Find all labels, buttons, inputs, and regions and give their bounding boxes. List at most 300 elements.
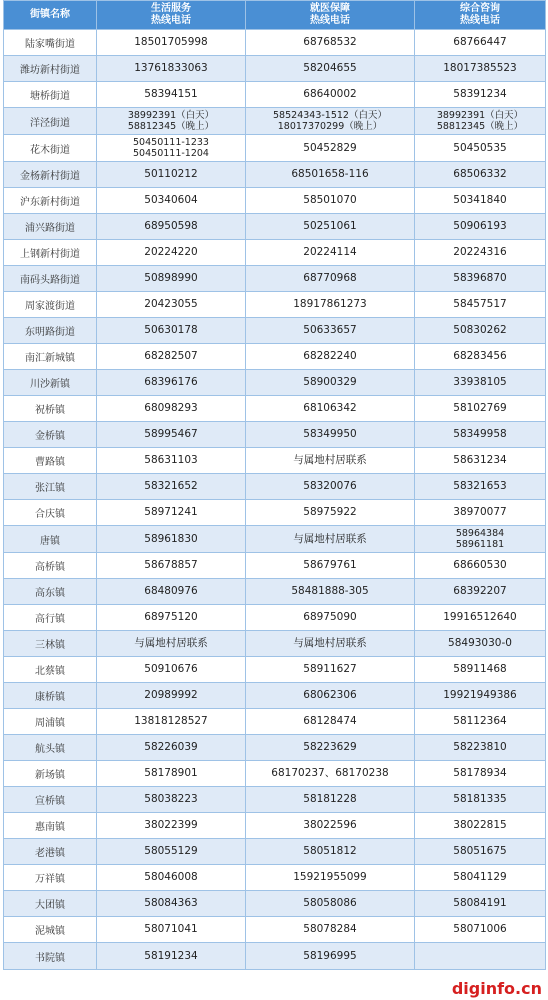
- table-row: [4, 474, 546, 500]
- phone-number: 50450111-1233: [133, 137, 209, 148]
- phone-number: 58961830: [144, 532, 198, 545]
- phone-number: 58349950: [303, 428, 357, 440]
- phone-number: 20224220: [144, 246, 198, 258]
- phone-number: 58900329: [303, 376, 357, 388]
- life-hotline-cell: [97, 813, 246, 839]
- phone-number: 50452829: [303, 141, 357, 154]
- table-row: [4, 735, 546, 761]
- phone-number: 18017385523: [443, 62, 517, 74]
- street-name-cell: 大团镇: [4, 891, 97, 917]
- medical-hotline-cell: [246, 292, 415, 318]
- phone-number: 58524343-1512（白天）: [273, 110, 387, 121]
- street-name-cell: 高东镇: [4, 579, 97, 605]
- phone-number: 20989992: [144, 689, 198, 701]
- phone-number: 50450111-1204: [133, 148, 209, 159]
- phone-number: 50341840: [453, 194, 507, 206]
- medical-hotline-cell: [246, 553, 415, 579]
- consult-hotline-cell: [415, 605, 546, 631]
- phone-number: 50110212: [144, 168, 198, 180]
- street-name-cell: 祝桥镇: [4, 396, 97, 422]
- medical-hotline-cell: [246, 709, 415, 735]
- phone-number: 58391234: [453, 88, 507, 100]
- table-row: [4, 370, 546, 396]
- phone-number: 58078284: [303, 923, 357, 935]
- life-hotline-cell: [97, 683, 246, 709]
- table-row: [4, 943, 546, 970]
- consult-hotline-cell: [415, 813, 546, 839]
- life-hotline-cell: [97, 135, 246, 162]
- phone-number: 68975090: [303, 611, 357, 623]
- header-street-name: [4, 1, 97, 30]
- consult-hotline-cell: [415, 735, 546, 761]
- consult-hotline-cell: [415, 266, 546, 292]
- consult-hotline-cell: [415, 553, 546, 579]
- table-row: [4, 839, 546, 865]
- phone-number: 50340604: [144, 194, 198, 206]
- life-hotline-cell: [97, 30, 246, 56]
- phone-number: 68062306: [303, 689, 357, 701]
- phone-number: 58084191: [453, 897, 507, 909]
- street-name-cell: 高行镇: [4, 605, 97, 631]
- phone-number: 38022596: [303, 819, 357, 831]
- table-row: [4, 813, 546, 839]
- life-hotline-cell: [97, 108, 246, 135]
- consult-hotline-cell: [415, 448, 546, 474]
- life-hotline-cell: [97, 56, 246, 82]
- table-row: [4, 787, 546, 813]
- phone-number: 58493030-0: [448, 637, 512, 649]
- phone-number: 58204655: [303, 62, 357, 74]
- phone-number: 38022815: [453, 819, 507, 831]
- table-row: [4, 56, 546, 82]
- consult-hotline-cell: [415, 787, 546, 813]
- phone-number: 50898990: [144, 272, 198, 284]
- phone-number: 68950598: [144, 220, 198, 232]
- phone-number: 68480976: [144, 585, 198, 597]
- life-hotline-cell: [97, 214, 246, 240]
- life-hotline-cell: [97, 787, 246, 813]
- phone-number: 19916512640: [443, 611, 517, 623]
- phone-number: 58041129: [453, 871, 507, 883]
- phone-number: 58396870: [453, 272, 507, 284]
- consult-hotline-cell: [415, 135, 546, 162]
- phone-number: 58223629: [303, 741, 357, 753]
- phone-number: 58501070: [303, 194, 357, 206]
- table-row: [4, 917, 546, 943]
- medical-hotline-cell: [246, 605, 415, 631]
- consult-hotline-cell: [415, 917, 546, 943]
- header-consult-line1: 综合咨询: [460, 3, 500, 14]
- phone-number: 58457517: [453, 298, 507, 310]
- street-name-cell: 川沙新镇: [4, 370, 97, 396]
- phone-number: 58975922: [303, 506, 357, 518]
- phone-number: 58223810: [453, 741, 507, 753]
- phone-number: 20224114: [303, 246, 357, 258]
- street-name-cell: 周家渡街道: [4, 292, 97, 318]
- header-consult-line2: 热线电话: [460, 15, 500, 26]
- medical-hotline-cell: [246, 579, 415, 605]
- phone-number: 50830262: [453, 324, 507, 336]
- consult-hotline-cell: [415, 108, 546, 135]
- table-row: [4, 631, 546, 657]
- consult-hotline-cell: [415, 318, 546, 344]
- life-hotline-cell: [97, 188, 246, 214]
- medical-hotline-cell: [246, 657, 415, 683]
- phone-number: 58678857: [144, 559, 198, 571]
- medical-hotline-cell: [246, 266, 415, 292]
- phone-number: 58995467: [144, 428, 198, 440]
- life-hotline-cell: [97, 943, 246, 970]
- phone-number: 与属地村居联系: [293, 637, 367, 649]
- phone-number: 68766447: [453, 36, 507, 48]
- life-hotline-cell: [97, 917, 246, 943]
- phone-number: 58911468: [453, 663, 507, 675]
- medical-hotline-cell: [246, 108, 415, 135]
- street-name-cell: 北蔡镇: [4, 657, 97, 683]
- phone-number: 与属地村居联系: [293, 532, 367, 545]
- phone-number: 58071041: [144, 923, 198, 935]
- phone-number: 68392207: [453, 585, 507, 597]
- phone-number: 68660530: [453, 559, 507, 571]
- phone-number: 58102769: [453, 402, 507, 414]
- phone-number: 58051675: [453, 845, 507, 857]
- phone-number: 58812345（晚上）: [436, 121, 524, 132]
- street-name-cell: 惠南镇: [4, 813, 97, 839]
- phone-number: 50450535: [453, 141, 507, 154]
- medical-hotline-cell: [246, 396, 415, 422]
- life-hotline-cell: [97, 605, 246, 631]
- phone-number: 68282507: [144, 350, 198, 362]
- consult-hotline-cell: [415, 891, 546, 917]
- phone-number: 68506332: [453, 168, 507, 180]
- street-name-cell: 张江镇: [4, 474, 97, 500]
- table-row: [4, 162, 546, 188]
- life-hotline-cell: [97, 761, 246, 787]
- table-row: [4, 448, 546, 474]
- consult-hotline-cell: [415, 943, 546, 970]
- table-row: [4, 422, 546, 448]
- phone-number: 38970077: [453, 506, 507, 518]
- life-hotline-cell: [97, 553, 246, 579]
- medical-hotline-cell: [246, 82, 415, 108]
- street-name-cell: 周浦镇: [4, 709, 97, 735]
- phone-number: 58961181: [455, 539, 505, 550]
- phone-number: 20224316: [453, 246, 507, 258]
- table-row: [4, 891, 546, 917]
- phone-number: 18917861273: [293, 298, 367, 310]
- medical-hotline-cell: [246, 318, 415, 344]
- consult-hotline-cell: [415, 344, 546, 370]
- life-hotline-cell: [97, 839, 246, 865]
- consult-hotline-cell: [415, 162, 546, 188]
- phone-number: 38992391（白天）: [436, 110, 524, 121]
- phone-number: 58178934: [453, 767, 507, 779]
- street-name-cell: 陆家嘴街道: [4, 30, 97, 56]
- phone-number: 58911627: [303, 663, 357, 675]
- consult-hotline-cell: [415, 865, 546, 891]
- table-row: [4, 396, 546, 422]
- phone-number: 58320076: [303, 480, 357, 492]
- medical-hotline-cell: [246, 370, 415, 396]
- table-row: [4, 318, 546, 344]
- table-row: [4, 579, 546, 605]
- table-row: [4, 683, 546, 709]
- phone-number: 58631234: [453, 454, 507, 466]
- header-street-name-text: 街镇名称: [30, 9, 70, 20]
- phone-number: 58046008: [144, 871, 198, 883]
- phone-number: 58679761: [303, 559, 357, 571]
- phone-number: 33938105: [453, 376, 507, 388]
- medical-hotline-cell: [246, 683, 415, 709]
- street-name-cell: 航头镇: [4, 735, 97, 761]
- phone-number: 58055129: [144, 845, 198, 857]
- medical-hotline-cell: [246, 56, 415, 82]
- consult-hotline-cell: [415, 188, 546, 214]
- phone-number: 58321653: [453, 480, 507, 492]
- life-hotline-cell: [97, 318, 246, 344]
- street-name-cell: 万祥镇: [4, 865, 97, 891]
- phone-number: 50633657: [303, 324, 357, 336]
- street-name-cell: 塘桥街道: [4, 82, 97, 108]
- table-row: [4, 344, 546, 370]
- medical-hotline-cell: [246, 787, 415, 813]
- phone-number: 58971241: [144, 506, 198, 518]
- medical-hotline-cell: [246, 30, 415, 56]
- street-name-cell: 新场镇: [4, 761, 97, 787]
- street-name-cell: 三林镇: [4, 631, 97, 657]
- consult-hotline-cell: [415, 30, 546, 56]
- life-hotline-cell: [97, 709, 246, 735]
- life-hotline-cell: [97, 240, 246, 266]
- consult-hotline-cell: [415, 500, 546, 526]
- table-row: [4, 266, 546, 292]
- hotline-table-container: [3, 0, 545, 970]
- street-name-cell: 唐镇: [4, 526, 97, 553]
- phone-number: 50251061: [303, 220, 357, 232]
- table-row: [4, 761, 546, 787]
- consult-hotline-cell: [415, 631, 546, 657]
- phone-number: 50910676: [144, 663, 198, 675]
- header-life-line1: 生活服务: [151, 3, 191, 14]
- phone-number: 与属地村居联系: [293, 454, 367, 466]
- life-hotline-cell: [97, 474, 246, 500]
- phone-number: 58321652: [144, 480, 198, 492]
- life-hotline-cell: [97, 370, 246, 396]
- consult-hotline-cell: [415, 761, 546, 787]
- consult-hotline-cell: [415, 526, 546, 553]
- table-row: [4, 526, 546, 553]
- table-row: [4, 214, 546, 240]
- phone-number: 68098293: [144, 402, 198, 414]
- medical-hotline-cell: [246, 188, 415, 214]
- header-life-line2: 热线电话: [151, 15, 191, 26]
- life-hotline-cell: [97, 396, 246, 422]
- life-hotline-cell: [97, 579, 246, 605]
- phone-number: 68283456: [453, 350, 507, 362]
- life-hotline-cell: [97, 292, 246, 318]
- medical-hotline-cell: [246, 917, 415, 943]
- street-name-cell: 泥城镇: [4, 917, 97, 943]
- header-medical-line2: 热线电话: [310, 15, 350, 26]
- medical-hotline-cell: [246, 240, 415, 266]
- phone-number: 58964384: [455, 528, 505, 539]
- street-name-cell: 南码头路街道: [4, 266, 97, 292]
- phone-number: 58394151: [144, 88, 198, 100]
- life-hotline-cell: [97, 448, 246, 474]
- life-hotline-cell: [97, 162, 246, 188]
- phone-number: 58349958: [453, 428, 507, 440]
- table-row: [4, 30, 546, 56]
- life-hotline-cell: [97, 526, 246, 553]
- phone-number: 58226039: [144, 741, 198, 753]
- phone-number: 58191234: [144, 949, 198, 962]
- header-medical: [246, 1, 415, 30]
- table-body: [4, 30, 546, 970]
- life-hotline-cell: [97, 266, 246, 292]
- phone-number: 13761833063: [134, 62, 208, 74]
- street-name-cell: 浦兴路街道: [4, 214, 97, 240]
- table-row: [4, 709, 546, 735]
- phone-number: 58038223: [144, 793, 198, 805]
- phone-number: 18017370299（晚上）: [277, 121, 383, 132]
- medical-hotline-cell: [246, 526, 415, 553]
- phone-number: 与属地村居联系: [134, 637, 208, 649]
- consult-hotline-cell: [415, 657, 546, 683]
- medical-hotline-cell: [246, 474, 415, 500]
- phone-number: 58178901: [144, 767, 198, 779]
- table-row: [4, 500, 546, 526]
- medical-hotline-cell: [246, 735, 415, 761]
- header-consult: [415, 1, 546, 30]
- phone-number: 68640002: [303, 88, 357, 100]
- consult-hotline-cell: [415, 82, 546, 108]
- street-name-cell: 东明路街道: [4, 318, 97, 344]
- life-hotline-cell: [97, 735, 246, 761]
- street-name-cell: 金桥镇: [4, 422, 97, 448]
- life-hotline-cell: [97, 657, 246, 683]
- medical-hotline-cell: [246, 631, 415, 657]
- street-name-cell: 老港镇: [4, 839, 97, 865]
- phone-number: 58051812: [303, 845, 357, 857]
- watermark: diginfo.cn: [451, 979, 542, 998]
- phone-number: 58181335: [453, 793, 507, 805]
- consult-hotline-cell: [415, 422, 546, 448]
- medical-hotline-cell: [246, 839, 415, 865]
- phone-number: 58812345（晚上）: [127, 121, 215, 132]
- hotline-table: [3, 0, 546, 970]
- consult-hotline-cell: [415, 579, 546, 605]
- medical-hotline-cell: [246, 943, 415, 970]
- phone-number: 13818128527: [134, 715, 208, 727]
- medical-hotline-cell: [246, 344, 415, 370]
- medical-hotline-cell: [246, 813, 415, 839]
- phone-number: 58196995: [303, 949, 357, 962]
- table-row: [4, 108, 546, 135]
- consult-hotline-cell: [415, 683, 546, 709]
- phone-number: 38992391（白天）: [127, 110, 215, 121]
- street-name-cell: 宣桥镇: [4, 787, 97, 813]
- consult-hotline-cell: [415, 292, 546, 318]
- table-row: [4, 188, 546, 214]
- street-name-cell: 花木街道: [4, 135, 97, 162]
- table-row: [4, 657, 546, 683]
- table-row: [4, 135, 546, 162]
- consult-hotline-cell: [415, 214, 546, 240]
- phone-number: 68768532: [303, 36, 357, 48]
- street-name-cell: 曹路镇: [4, 448, 97, 474]
- medical-hotline-cell: [246, 448, 415, 474]
- phone-number: 20423055: [144, 298, 198, 310]
- medical-hotline-cell: [246, 891, 415, 917]
- life-hotline-cell: [97, 422, 246, 448]
- street-name-cell: 潍坊新村街道: [4, 56, 97, 82]
- phone-number: 50906193: [453, 220, 507, 232]
- medical-hotline-cell: [246, 500, 415, 526]
- phone-number: 58058086: [303, 897, 357, 909]
- phone-number: 68282240: [303, 350, 357, 362]
- life-hotline-cell: [97, 82, 246, 108]
- street-name-cell: 高桥镇: [4, 553, 97, 579]
- consult-hotline-cell: [415, 709, 546, 735]
- table-row: [4, 865, 546, 891]
- phone-number: 68501658-116: [291, 168, 369, 180]
- phone-number: 68170237、68170238: [271, 767, 389, 779]
- phone-number: 18501705998: [134, 36, 208, 48]
- life-hotline-cell: [97, 865, 246, 891]
- street-name-cell: 康桥镇: [4, 683, 97, 709]
- street-name-cell: 金杨新村街道: [4, 162, 97, 188]
- consult-hotline-cell: [415, 474, 546, 500]
- life-hotline-cell: [97, 344, 246, 370]
- medical-hotline-cell: [246, 162, 415, 188]
- phone-number: 68975120: [144, 611, 198, 623]
- medical-hotline-cell: [246, 135, 415, 162]
- street-name-cell: 合庆镇: [4, 500, 97, 526]
- table-row: [4, 82, 546, 108]
- header-life-service: [97, 1, 246, 30]
- phone-number: 58481888-305: [291, 585, 369, 597]
- phone-number: 38022399: [144, 819, 198, 831]
- phone-number: 68106342: [303, 402, 357, 414]
- phone-number: 68128474: [303, 715, 357, 727]
- street-name-cell: 南汇新城镇: [4, 344, 97, 370]
- medical-hotline-cell: [246, 865, 415, 891]
- header-medical-line1: 就医保障: [310, 3, 350, 14]
- table-row: [4, 553, 546, 579]
- consult-hotline-cell: [415, 56, 546, 82]
- phone-number: 15921955099: [293, 871, 367, 883]
- street-name-cell: 沪东新村街道: [4, 188, 97, 214]
- medical-hotline-cell: [246, 761, 415, 787]
- consult-hotline-cell: [415, 240, 546, 266]
- table-row: [4, 292, 546, 318]
- life-hotline-cell: [97, 631, 246, 657]
- phone-number: 50630178: [144, 324, 198, 336]
- street-name-cell: 上钢新村街道: [4, 240, 97, 266]
- table-row: [4, 240, 546, 266]
- consult-hotline-cell: [415, 396, 546, 422]
- phone-number: 58181228: [303, 793, 357, 805]
- phone-number: 58084363: [144, 897, 198, 909]
- life-hotline-cell: [97, 891, 246, 917]
- medical-hotline-cell: [246, 422, 415, 448]
- table-row: [4, 605, 546, 631]
- phone-number: 19921949386: [443, 689, 517, 701]
- street-name-cell: 书院镇: [4, 943, 97, 970]
- consult-hotline-cell: [415, 839, 546, 865]
- consult-hotline-cell: [415, 370, 546, 396]
- medical-hotline-cell: [246, 214, 415, 240]
